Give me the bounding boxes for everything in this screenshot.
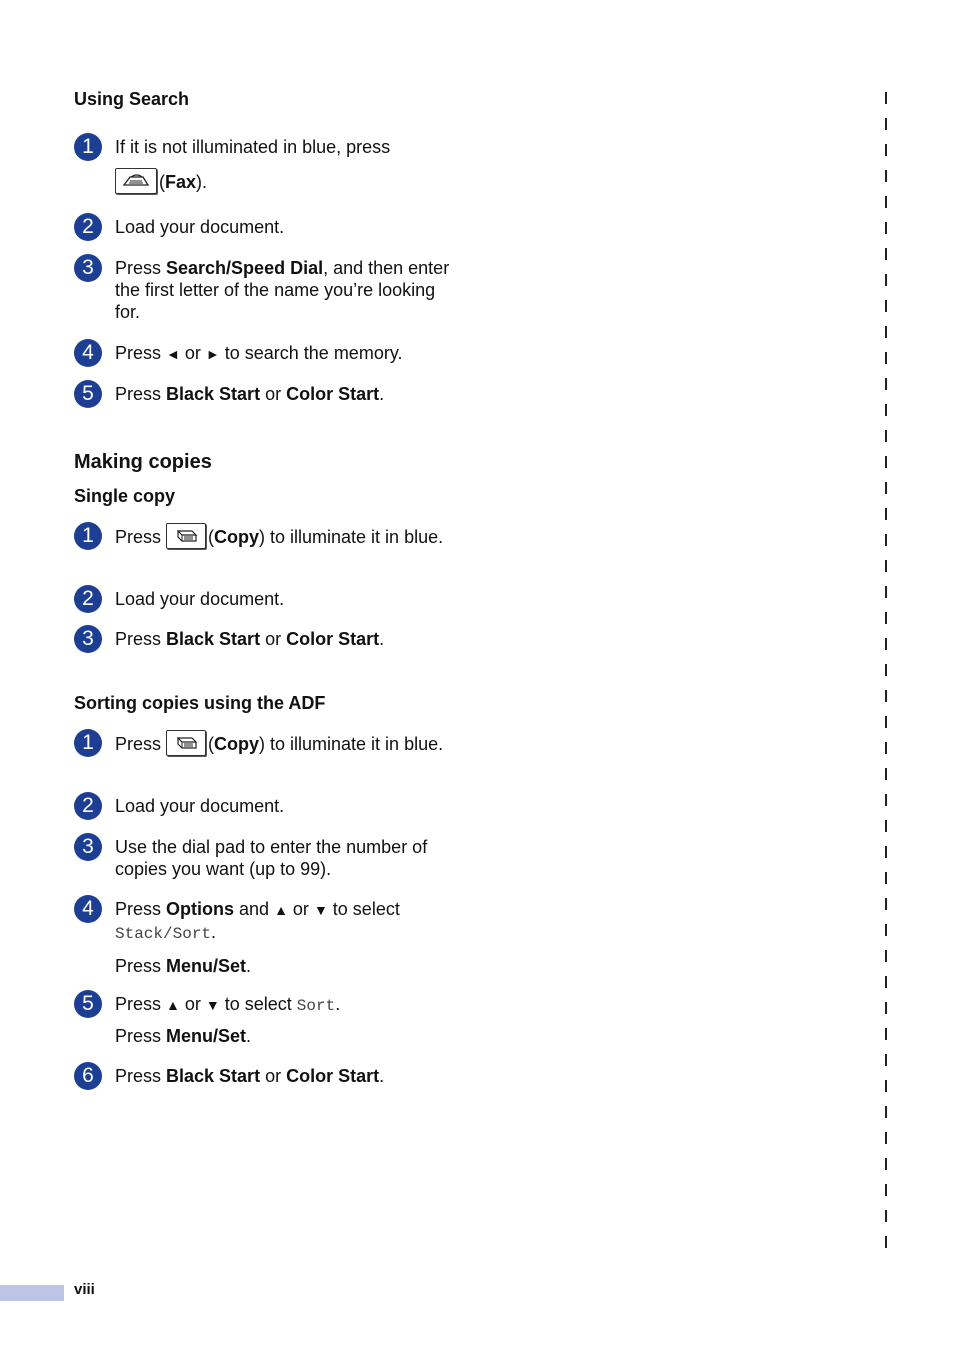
step-text: Use the dial pad to enter the number of copies you want (up to 99). bbox=[115, 837, 428, 879]
sort-step-2 bbox=[74, 792, 454, 817]
step-number: 5 bbox=[74, 380, 102, 408]
heading-sorting-copies: Sorting copies using the ADF bbox=[74, 693, 326, 713]
single-copy-step-2 bbox=[74, 585, 454, 610]
down-arrow-icon: ▼ bbox=[313, 902, 328, 918]
step-number: 2 bbox=[74, 792, 102, 820]
heading-making-copies: Making copies bbox=[74, 451, 212, 473]
step-text: Load your document. bbox=[115, 217, 285, 237]
lcd-option-text: Sort bbox=[296, 997, 336, 1015]
page-tab bbox=[0, 1285, 64, 1301]
step-text: Load your document. bbox=[115, 589, 285, 609]
step-text: Press Black Start or Color Start. bbox=[115, 384, 385, 404]
step-number: 2 bbox=[74, 213, 102, 241]
copy-key-icon[interactable] bbox=[166, 730, 206, 756]
step-text: If it is not illuminated in blue, press (Fax). bbox=[115, 133, 454, 196]
step-text: Press ▲ or ▼ to select Sort. Press Menu/Set. bbox=[115, 994, 341, 1046]
search-step-2 bbox=[74, 213, 454, 238]
step-text: Load your document. bbox=[115, 796, 285, 816]
step-number: 5 bbox=[74, 990, 102, 1018]
step-number: 3 bbox=[74, 254, 102, 282]
single-copy-step-1 bbox=[74, 522, 454, 551]
search-step-4 bbox=[74, 339, 454, 365]
search-step-3 bbox=[74, 254, 454, 323]
page-number: viii bbox=[74, 1281, 95, 1298]
step-number: 4 bbox=[74, 895, 102, 923]
up-arrow-icon: ▲ bbox=[166, 997, 180, 1013]
sort-step-3 bbox=[74, 833, 454, 880]
step-text: Press (Copy) to illuminate it in blue. bbox=[115, 729, 454, 758]
sort-step-4 bbox=[74, 895, 454, 977]
heading-single-copy: Single copy bbox=[74, 486, 176, 506]
step-number: 1 bbox=[74, 729, 102, 757]
down-arrow-icon: ▼ bbox=[205, 997, 220, 1013]
heading-using-search: Using Search bbox=[74, 89, 190, 109]
fax-key-icon[interactable] bbox=[115, 168, 157, 194]
step-text: Press Black Start or Color Start. bbox=[115, 1066, 385, 1086]
sort-step-6 bbox=[74, 1062, 454, 1087]
step-number: 4 bbox=[74, 339, 102, 367]
step-text: Press Search/Speed Dial, and then enter the first letter of the name you’re looking for. bbox=[115, 258, 450, 322]
step-number: 3 bbox=[74, 625, 102, 653]
step-text: Press ◄ or ► to search the memory. bbox=[115, 343, 403, 363]
step-number: 6 bbox=[74, 1062, 102, 1090]
cut-line bbox=[885, 92, 887, 1260]
lcd-option-text: Stack/Sort bbox=[115, 925, 212, 943]
step-text: Press (Copy) to illuminate it in blue. bbox=[115, 522, 454, 551]
search-step-5 bbox=[74, 380, 454, 405]
step-number: 1 bbox=[74, 522, 102, 550]
step-text: Press Options and ▲ or ▼ to select Stack/Sort. Press Menu/Set. bbox=[115, 899, 400, 976]
step-number: 2 bbox=[74, 585, 102, 613]
step-text: Press Black Start or Color Start. bbox=[115, 629, 385, 649]
up-arrow-icon: ▲ bbox=[274, 902, 288, 918]
copy-icon bbox=[172, 527, 200, 543]
step-number: 3 bbox=[74, 833, 102, 861]
left-arrow-icon: ◄ bbox=[166, 346, 180, 362]
search-step-1 bbox=[74, 133, 454, 196]
copy-icon bbox=[172, 734, 200, 750]
right-arrow-icon: ► bbox=[205, 346, 220, 362]
sort-step-5 bbox=[74, 990, 454, 1047]
sort-step-1 bbox=[74, 729, 454, 758]
single-copy-step-3 bbox=[74, 625, 454, 650]
copy-key-icon[interactable] bbox=[166, 523, 206, 549]
step-number: 1 bbox=[74, 133, 102, 161]
fax-icon bbox=[121, 172, 151, 188]
